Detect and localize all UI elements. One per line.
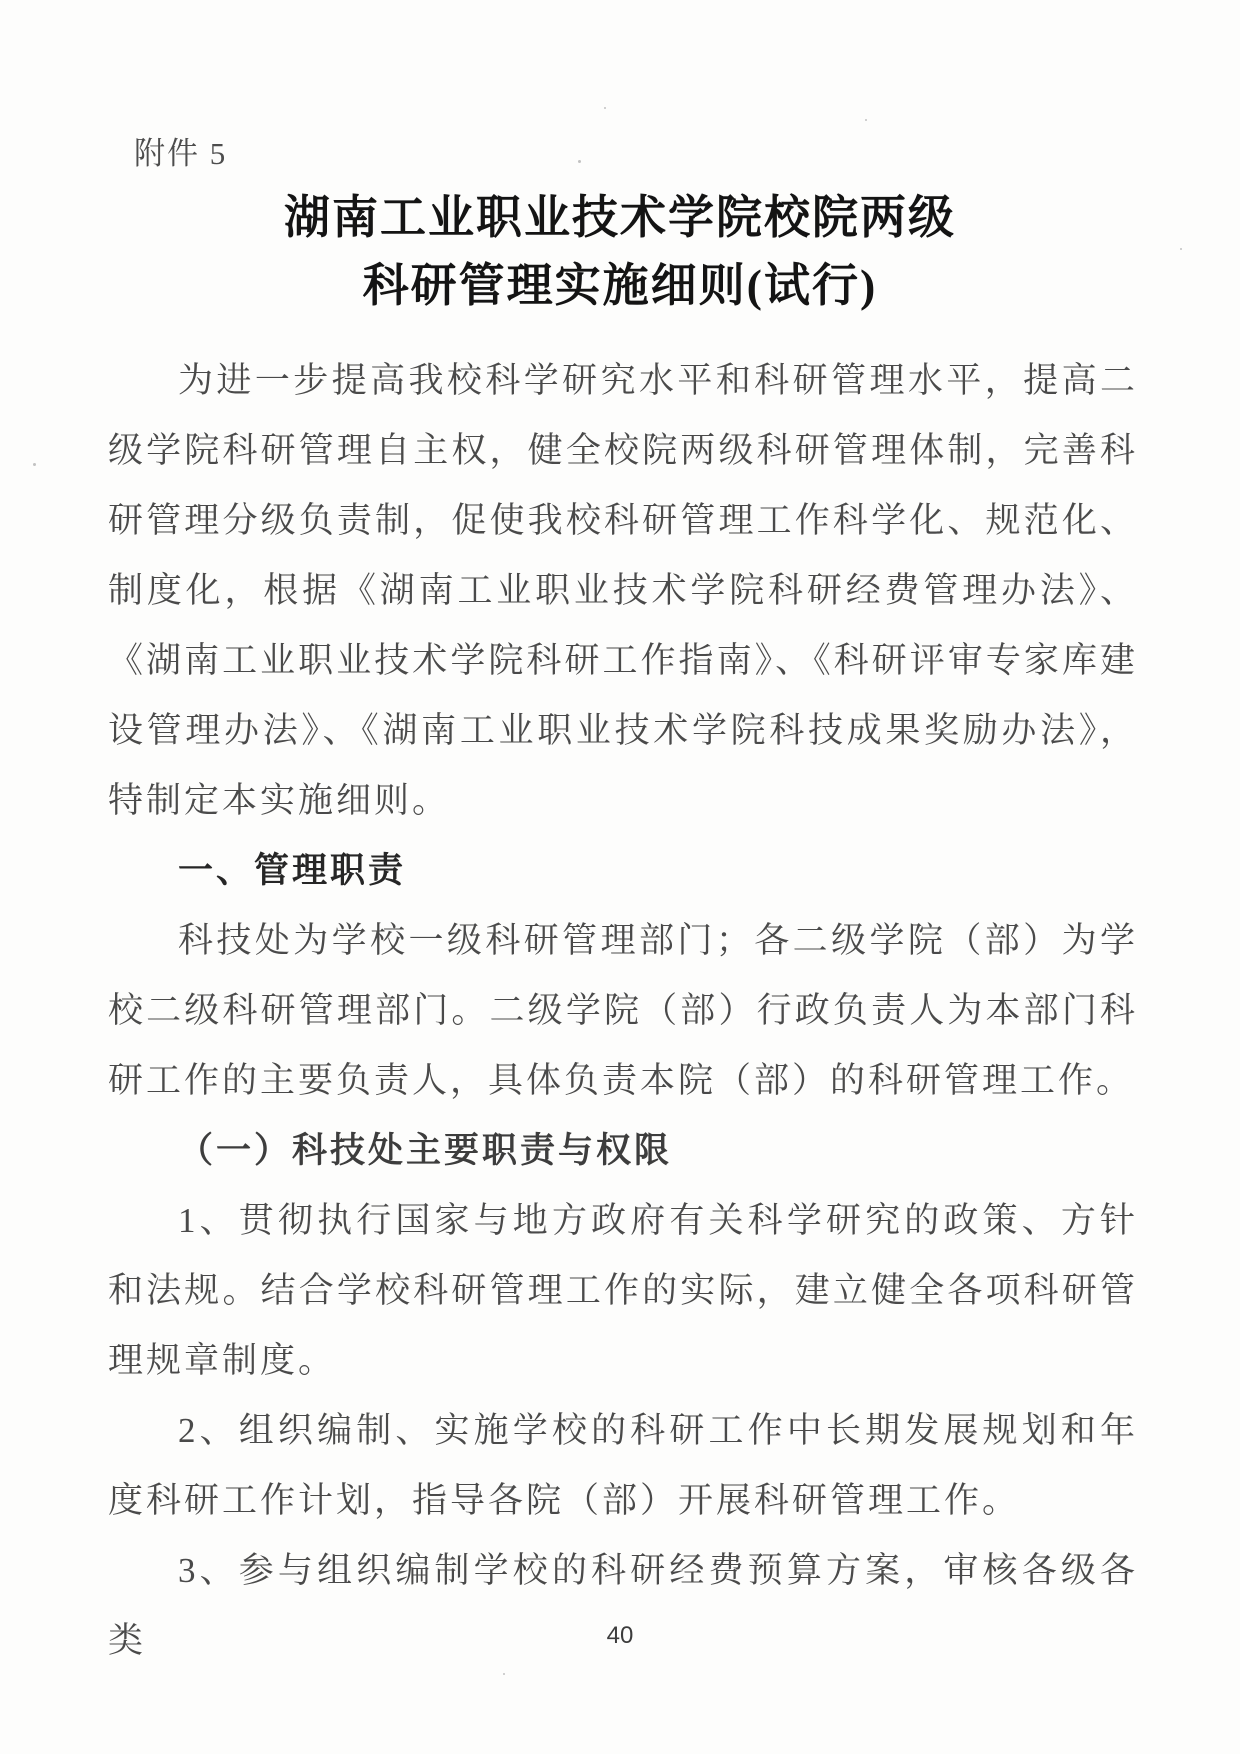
scan-speck	[604, 107, 606, 109]
paragraph-intro: 为进一步提高我校科学研究水平和科研管理水平，提高二级学院科研管理自主权，健全校院两级科研管理体制，完善科研管理分级负责制，促使我校科研管理工作科学化、规范化、制度化，根据《湖南工业职业技术学院科研经费管理办法》、《湖南工业职业技术学院科研工作指南》、《科研评审专家库建设管理办法》、《湖南工业职业技术学院科技成果奖励办法》，特制定本实施细则。	[108, 361, 1138, 820]
scan-speck	[865, 119, 867, 121]
title-line-1: 湖南工业职业技术学院校院两级	[284, 192, 956, 243]
attachment-label: 附件 5	[134, 136, 228, 171]
section-heading-management-duties: 一、管理职责	[178, 851, 407, 890]
document-title	[0, 184, 1240, 320]
subsection-heading-keji-office-duties: （一）科技处主要职责与权限	[178, 1131, 673, 1170]
scan-speck	[578, 160, 581, 163]
title-line-2: 科研管理实施细则(试行)	[362, 260, 878, 311]
document-body	[108, 346, 1138, 1676]
paragraph-duty-item-2: 2、组织编制、实施学校的科研工作中长期发展规划和年度科研工作计划，指导各院（部）开展科研管理工作。	[108, 1411, 1138, 1520]
paragraph-responsibility-overview: 科技处为学校一级科研管理部门；各二级学院（部）为学校二级科研管理部门。二级学院（部）行政负责人为本部门科研工作的主要负责人，具体负责本院（部）的科研管理工作。	[108, 921, 1138, 1100]
scan-speck	[33, 463, 36, 466]
scan-speck	[1180, 248, 1182, 250]
paragraph-duty-item-3: 3、参与组织编制学校的科研经费预算方案，审核各级各类	[108, 1551, 1138, 1660]
scan-speck	[503, 1673, 505, 1675]
page-number: 40	[606, 1622, 634, 1649]
paragraph-duty-item-1: 1、贯彻执行国家与地方政府有关科学研究的政策、方针和法规。结合学校科研管理工作的实际，建立健全各项科研管理规章制度。	[108, 1201, 1138, 1380]
